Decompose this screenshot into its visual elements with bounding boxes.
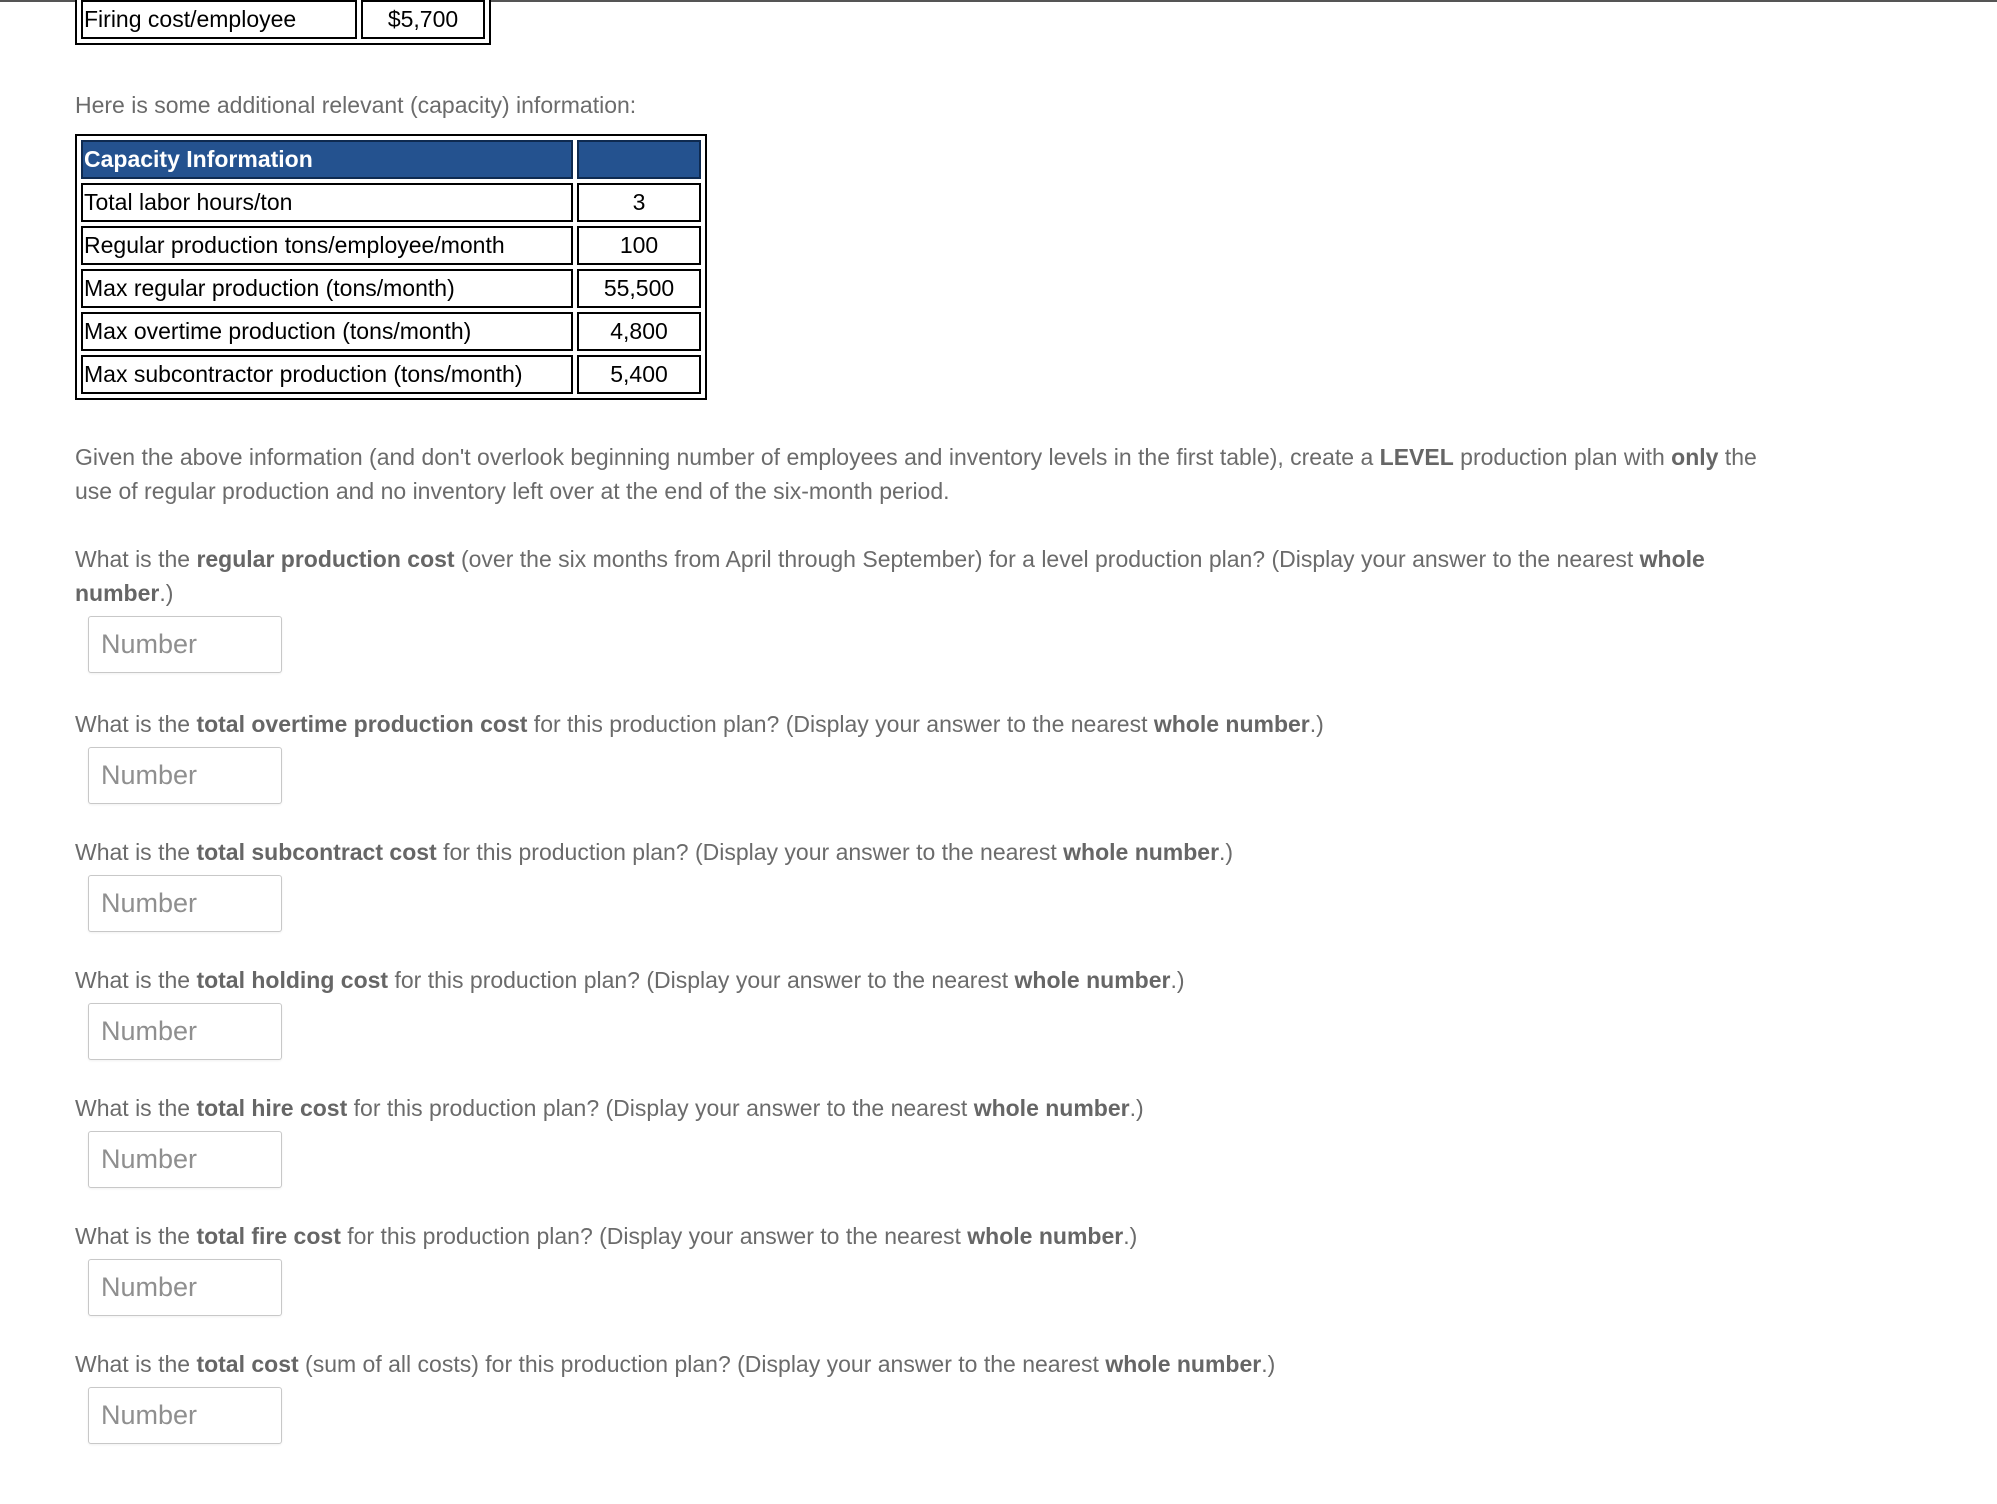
question-emphasis: total overtime production cost [196,711,528,737]
table-header-row [81,140,701,179]
capacity-row-value: 5,400 [577,355,701,394]
question-emphasis: whole number [1063,839,1220,865]
capacity-table-header: Capacity Information [81,140,573,179]
question-prefix: What is the [75,967,197,993]
capacity-intro-text: Here is some additional relevant (capacity) information: [75,92,637,118]
table-row [81,183,701,222]
question-prefix: What is the [75,1351,197,1377]
instructions-emphasis: only [1671,444,1719,470]
question-total-cost [75,1347,1795,1444]
capacity-row-label: Max subcontractor production (tons/month) [81,355,573,394]
instructions-text: Given the above information (and don't overlook beginning number of employees and inventory levels in the first table), create a [75,444,1380,470]
question-emphasis: total hire cost [196,1095,348,1121]
question-suffix: .) [1170,967,1185,993]
table-row [81,355,701,394]
capacity-row-label: Total labor hours/ton [81,183,573,222]
question-suffix: .) [1309,711,1324,737]
question-emphasis: total cost [196,1351,299,1377]
question-text [75,542,1795,610]
question-emphasis: regular production cost [196,546,455,572]
question-text [75,1091,1795,1125]
question-middle: for this production plan? (Display your answer to the nearest [388,967,1015,993]
firing-cost-label: Firing cost/employee [81,0,357,39]
question-emphasis: whole number [75,546,1705,606]
question-prefix: What is the [75,546,197,572]
question-emphasis: total fire cost [196,1223,341,1249]
question-emphasis: whole number [973,1095,1130,1121]
question-middle: for this production plan? (Display your answer to the nearest [340,1223,968,1249]
question-regular-production-cost [75,542,1795,673]
question-text [75,1347,1795,1381]
question-text [75,835,1795,869]
fire-cost-input[interactable] [88,1259,282,1316]
instructions-paragraph [75,440,1775,508]
question-prefix: What is the [75,839,197,865]
capacity-row-value: 100 [577,226,701,265]
question-middle: for this production plan? (Display your answer to the nearest [527,711,1154,737]
question-emphasis: total subcontract cost [196,839,437,865]
instructions-text: production plan with [1453,444,1672,470]
question-hire-cost [75,1091,1795,1188]
question-middle: (over the six months from April through September) for a level production plan? (Display your answer to the nearest [454,546,1640,572]
question-text [75,707,1795,741]
subcontract-cost-input[interactable] [88,875,282,932]
question-holding-cost [75,963,1795,1060]
question-subcontract-cost [75,835,1795,932]
question-emphasis: whole number [967,1223,1124,1249]
capacity-row-label: Regular production tons/employee/month [81,226,573,265]
question-prefix: What is the [75,711,197,737]
question-suffix: .) [1123,1223,1138,1249]
capacity-row-label: Max regular production (tons/month) [81,269,573,308]
question-emphasis: whole number [1105,1351,1262,1377]
instructions-text: the use of regular production and no inventory left over at the end of the six-month period. [75,444,1757,504]
regular-production-cost-input[interactable] [88,616,282,673]
table-row [81,226,701,265]
question-middle: for this production plan? (Display your answer to the nearest [436,839,1064,865]
table-row [81,0,485,39]
overtime-production-cost-input[interactable] [88,747,282,804]
total-cost-input[interactable] [88,1387,282,1444]
firing-cost-table [75,0,491,45]
question-text [75,1219,1795,1253]
question-emphasis: whole number [1153,711,1310,737]
question-prefix: What is the [75,1223,197,1249]
question-overtime-production-cost [75,707,1795,804]
question-middle: for this production plan? (Display your answer to the nearest [347,1095,974,1121]
capacity-row-value: 3 [577,183,701,222]
question-suffix: .) [1129,1095,1144,1121]
capacity-row-label: Max overtime production (tons/month) [81,312,573,351]
question-suffix: .) [1261,1351,1276,1377]
table-row [81,312,701,351]
holding-cost-input[interactable] [88,1003,282,1060]
capacity-table-header-value [577,140,701,179]
question-emphasis: total holding cost [196,967,389,993]
instructions-emphasis: LEVEL [1379,444,1454,470]
question-text [75,963,1795,997]
table-row [81,269,701,308]
firing-cost-value: $5,700 [361,0,485,39]
hire-cost-input[interactable] [88,1131,282,1188]
capacity-row-value: 4,800 [577,312,701,351]
capacity-row-value: 55,500 [577,269,701,308]
question-emphasis: whole number [1014,967,1171,993]
question-suffix: .) [1219,839,1234,865]
question-middle: (sum of all costs) for this production plan? (Display your answer to the nearest [298,1351,1106,1377]
question-prefix: What is the [75,1095,197,1121]
capacity-information-table [75,134,707,400]
question-fire-cost [75,1219,1795,1316]
question-suffix: .) [159,580,174,606]
